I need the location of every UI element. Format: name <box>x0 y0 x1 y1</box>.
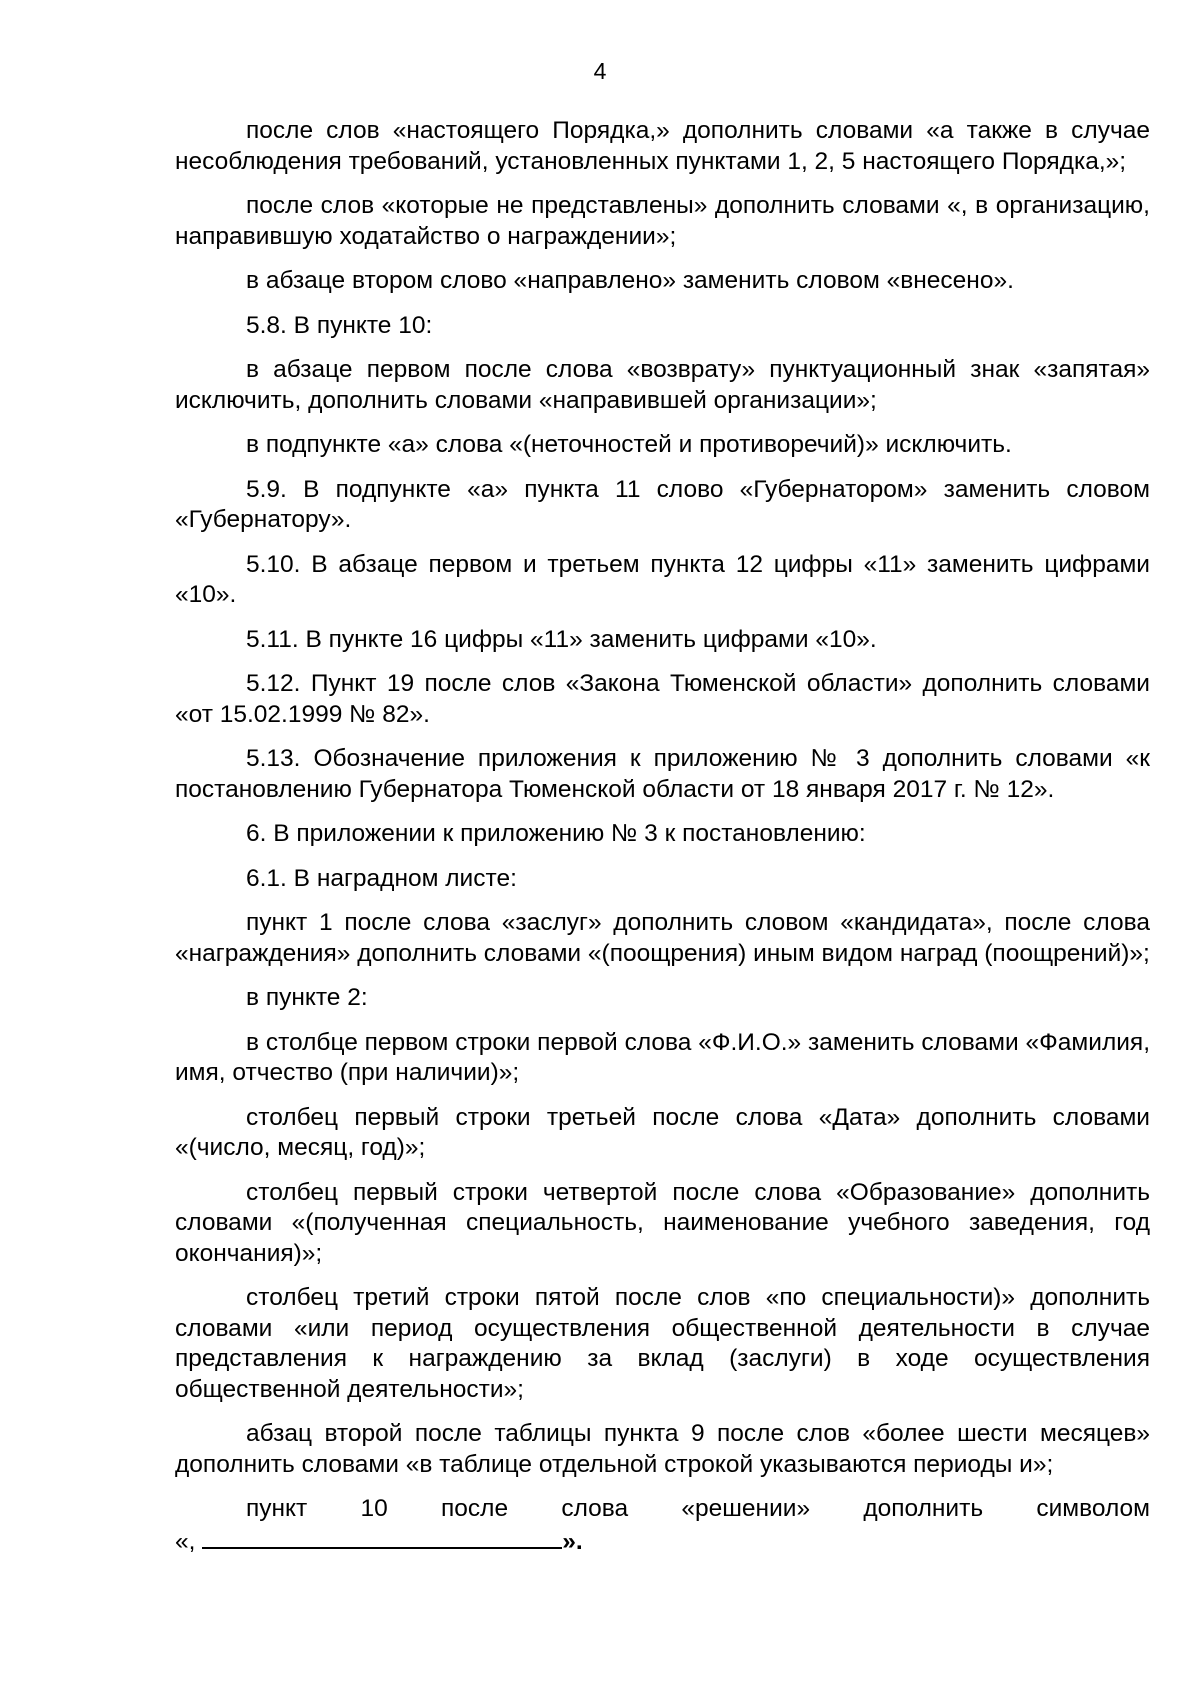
paragraph: пункт 1 после слова «заслуг» дополнить словом «кандидата», после слова «награждения» дополнить словами «(поощрения) иным видом наград (поощрений)»; <box>175 909 1150 967</box>
quote-close: ». <box>562 1527 583 1555</box>
paragraph: столбец первый строки четвертой после слова «Образование» дополнить словами «(полученная специальность, наименование учебного заведения, год окончания)»; <box>175 1178 1150 1267</box>
final-paragraph-line2 <box>175 1525 1150 1558</box>
paragraph: 6. В приложении к приложению № 3 к постановлению: <box>246 820 866 847</box>
paragraph: после слов «настоящего Порядка,» дополнить словами «а также в случае несоблюдения требований, установленных пунктами 1, 2, 5 настоящего Порядка,»; <box>175 117 1150 175</box>
paragraph: в абзаце первом после слова «возврату» пунктуационный знак «запятая» исключить, дополнить словами «направившей организации»; <box>175 356 1150 414</box>
final-paragraph <box>175 1494 1150 1557</box>
final-paragraph-line1: пункт 10 после слова «решении» дополнить символом <box>246 1495 1150 1522</box>
paragraph: 5.9. В подпункте «а» пункта 11 слово «Губернатором» заменить словом «Губернатору». <box>175 475 1150 533</box>
quote-open: «, <box>175 1527 196 1555</box>
page-number: 4 <box>593 58 607 84</box>
paragraph: 5.8. В пункте 10: <box>246 311 433 339</box>
blank-underline <box>202 1525 562 1549</box>
document-body <box>175 116 1150 1557</box>
paragraph: столбец первый строки третьей после слова «Дата» дополнить словами «(число, месяц, год)»; <box>175 1103 1150 1161</box>
paragraph: в абзаце втором слово «направлено» заменить словом «внесено». <box>246 267 1014 294</box>
paragraph: в пункте 2: <box>246 984 368 1011</box>
paragraph: в подпункте «а» слова «(неточностей и противоречий)» исключить. <box>246 431 1012 458</box>
paragraph: 6.1. В наградном листе: <box>246 864 517 892</box>
paragraph: 5.10. В абзаце первом и третьем пункта 12 цифры «11» заменить цифрами «10». <box>175 550 1150 608</box>
paragraph: столбец третий строки пятой после слов «по специальности)» дополнить словами «или период осуществления общественной деятельности в случае представления к награждению за вклад (заслуги) в ходе осуществления общественной деятельности»; <box>175 1284 1150 1403</box>
paragraph: абзац второй после таблицы пункта 9 после слов «более шести месяцев» дополнить словами «в таблице отдельной строкой указываются периоды и»; <box>175 1420 1150 1478</box>
paragraph: 5.13. Обозначение приложения к приложению № 3 дополнить словами «к постановлению Губернатора Тюменской области от 18 января 2017 г. № 12». <box>175 745 1150 803</box>
paragraph: 5.11. В пункте 16 цифры «11» заменить цифрами «10». <box>246 625 877 653</box>
paragraph: в столбце первом строки первой слова «Ф.И.О.» заменить словами «Фамилия, имя, отчество (при наличии)»; <box>175 1028 1150 1086</box>
paragraph: 5.12. Пункт 19 после слов «Закона Тюменской области» дополнить словами «от 15.02.1999 № 82». <box>175 670 1150 728</box>
paragraph: после слов «которые не представлены» дополнить словами «, в организацию, направившую ходатайство о награждении»; <box>175 192 1150 250</box>
